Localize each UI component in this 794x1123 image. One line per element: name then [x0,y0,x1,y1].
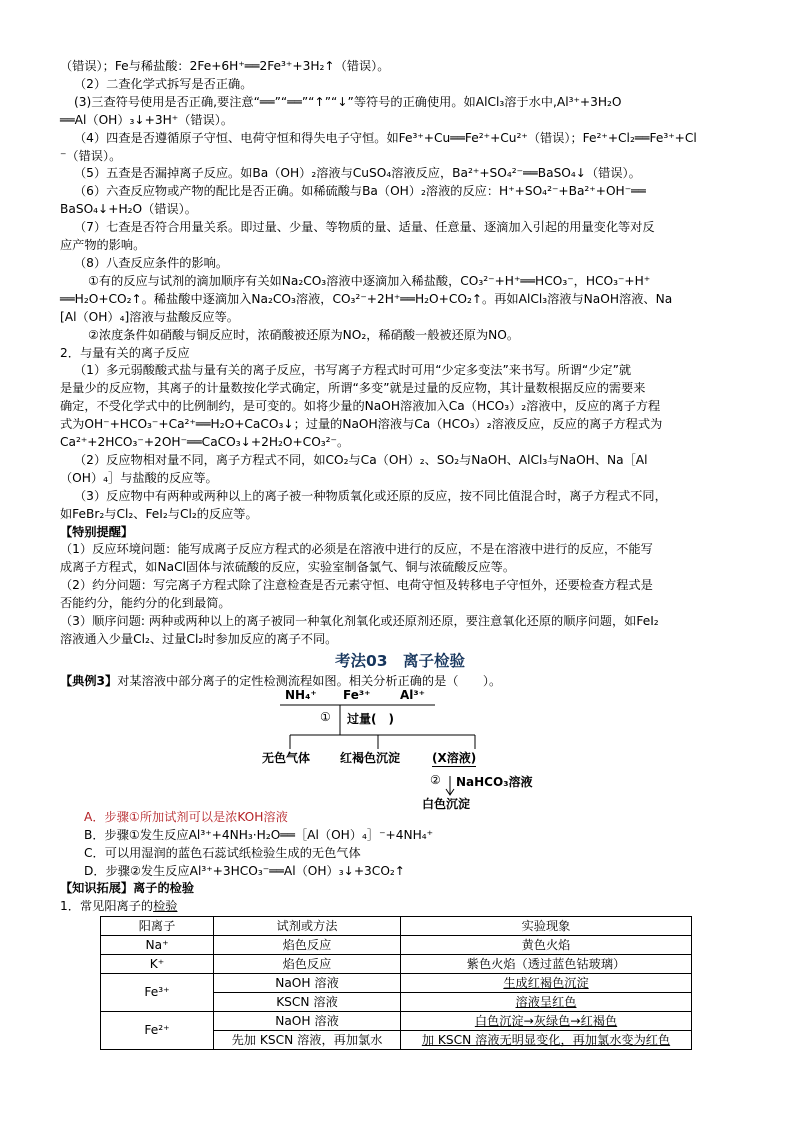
knowledge-subtitle-text: 1．常见阳离子的 [60,899,154,914]
text-line: Ca²⁺+2HCO₃⁻+2OH⁻══CaCO₃↓+2H₂O+CO₃²⁻。 [60,435,350,450]
knowledge-subtitle [60,898,740,916]
cation-test-table [100,916,692,1050]
table-cell-phenomenon: 白色沉淀→灰绿色→红褐色 [401,1012,692,1031]
table-header: 阳离子 [101,917,214,936]
diagram-step1-label: 过量( ) [347,711,394,726]
text-line: （OH）₄］与盐酸的反应等。 [60,470,218,485]
flow-diagram [260,687,590,811]
table-row [101,974,692,993]
knowledge-heading: 【知识拓展】离子的检验 [60,881,195,896]
text-line: （3）反应物中有两种或两种以上的离子被一种物质氧化或还原的反应，按不同比值混合时，离子方程式不同， [74,488,667,503]
text-line: BaSO₄↓+H₂O（错误）。 [60,202,197,217]
table-cell-ion: Fe³⁺ [101,974,214,1012]
example-question-text: 对某溶液中部分离子的定性检测流程如图。相关分析正确的是（ ）。 [117,673,502,688]
table-cell-phenomenon: 紫色火焰（透过蓝色钴玻璃） [401,955,692,974]
diagram-ion-al3: Al³⁺ [400,687,425,702]
text-line: 溶液通入少量Cl₂、过量Cl₂时参加反应的离子不同。 [60,632,338,646]
table-header-row [101,917,692,936]
knowledge-subtitle-link[interactable]: 检验 [153,899,178,914]
diagram-final: 白色沉淀 [422,796,471,811]
table-cell-reagent: 先加 KSCN 溶液，再加氯水 [214,1031,401,1050]
text-line: （1）反应环境问题：能写成离子反应方程式的必须是在溶液中进行的反应，不是在溶液中进行的反应，不能写 [60,542,653,557]
text-line: ①有的反应与试剂的滴加顺序有关如Na₂CO₃溶液中逐滴加入稀盐酸，CO₃²⁻+H⁺══HCO₃⁻，HCO₃⁻+H⁺ [88,273,651,288]
table-row [101,955,692,974]
text-line: ══Al（OH）₃↓+3H⁺（错误）。 [60,112,234,127]
text-line: ⁻（错误）。 [60,148,122,163]
option-list [60,809,740,881]
table-cell-ion: K⁺ [101,955,214,974]
text-line: 成离子方程式，如NaCl固体与浓硫酸的反应，实验室制备氯气、铜与浓硫酸反应等。 [60,560,516,575]
option-c: C．可以用湿润的蓝色石蕊试纸检验生成的无色气体 [84,845,361,860]
text-line: （4）四查是否遵循原子守恒、电荷守恒和得失电子守恒。如Fe³⁺+Cu══Fe²⁺+Cu²⁺（错误）；Fe²⁺+Cl₂══Fe³⁺+Cl [74,130,697,145]
text-line: 应产物的影响。 [60,238,146,253]
diagram-product-precipitate: 红褐色沉淀 [340,750,401,765]
table-header: 实验现象 [401,917,692,936]
text-line: （3）顺序问题: 两种或两种以上的离子被同一种氧化剂氧化或还原剂还原，要注意氧化还原的顺序问题，如FeI₂ [60,614,659,629]
document-page [60,58,740,1050]
table-cell-phenomenon: 黄色火焰 [401,936,692,955]
text-line: [Al（OH）₄]溶液与盐酸反应等。 [60,309,239,324]
section-title: 考法03 离子检验 [334,651,466,670]
table-cell-phenomenon: 加 KSCN 溶液无明显变化，再加氯水变为红色 [401,1031,692,1050]
diagram-step2: ② [430,772,441,787]
table-cell-reagent: 焰色反应 [214,936,401,955]
example-tag: 【典例3】 [60,673,118,688]
tip-heading: 【特别提醒】 [60,524,134,539]
section-heading: 2．与量有关的离子反应 [60,345,190,360]
option-a: A．步骤①所加试剂可以是浓KOH溶液 [84,809,288,824]
text-line: （2）约分问题：写完离子方程式除了注意检查是否元素守恒、电荷守恒及转移电子守恒外，还要检查方程式是 [60,578,653,593]
diagram-product-x-solution: (X溶液) [432,750,477,765]
option-b: B．步骤①发生反应Al³⁺+4NH₃·H₂O══［Al（OH）₄］⁻+4NH₄⁺ [84,827,434,842]
table-cell-phenomenon: 生成红褐色沉淀 [401,974,692,993]
text-line: 式为OH⁻+HCO₃⁻+Ca²⁺══H₂O+CaCO₃↓；过量的NaOH溶液与Ca（HCO₃）₂溶液反应，反应的离子方程式为 [60,417,663,432]
text-line: ②浓度条件如硝酸与铜反应时，浓硝酸被还原为NO₂，稀硝酸一般被还原为NO。 [88,327,520,342]
table-row [101,936,692,955]
table-cell-ion: Fe²⁺ [101,1012,214,1050]
diagram-product-gas: 无色气体 [262,750,311,765]
text-line: （2）反应物相对量不同，离子方程式不同，如CO₂与Ca（OH）₂、SO₂与NaOH、AlCl₃与NaOH、Na［Al [74,452,648,467]
text-line: （1）多元弱酸酸式盐与量有关的离子反应，书写离子方程式时可用“少定多变法”来书写。所谓“少定”就 [74,363,632,378]
text-line: （6）六查反应物或产物的配比是否正确。如稀硫酸与Ba（OH）₂溶液的反应：H⁺+SO₄²⁻+Ba²⁺+OH⁻══ [74,184,646,199]
text-line: ══H₂O+CO₂↑。稀盐酸中逐滴加入Na₂CO₃溶液，CO₃²⁻+2H⁺══H₂O+CO₂↑。再如AlCl₃溶液与NaOH溶液、Na [60,291,673,306]
diagram-ion-nh4: NH₄⁺ [285,687,317,702]
table-cell-reagent: NaOH 溶液 [214,1012,401,1031]
text-line: （错误）；Fe与稀盐酸：2Fe+6H⁺══2Fe³⁺+3H₂↑（错误）。 [60,59,390,73]
diagram-step2-label: NaHCO₃溶液 [456,774,533,789]
text-line: 确定，不受化学式中的比例制约，是可变的。如将少量的NaOH溶液加入Ca（HCO₃）₂溶液中，反应的离子方程 [60,399,661,414]
table-row [101,1012,692,1031]
diagram-ion-fe3: Fe³⁺ [343,687,371,702]
text-line: （2）二查化学式拆写是否正确。 [74,76,253,91]
table-header: 试剂或方法 [214,917,401,936]
text-line: （5）五查是否漏掉离子反应。如Ba（OH）₂溶液与CuSO₄溶液反应，Ba²⁺+SO₄²⁻══BaSO₄↓（错误）。 [74,166,641,181]
text-line: 否能约分，能约分的化到最简。 [60,596,231,611]
text-line: （7）七查是否符合用量关系。即过量、少量、等物质的量、适量、任意量、逐滴加入引起的用量变化等对反 [74,220,655,235]
table-cell-reagent: NaOH 溶液 [214,974,401,993]
table-cell-reagent: KSCN 溶液 [214,993,401,1012]
table-cell-phenomenon: 溶液呈红色 [401,993,692,1012]
table-cell-ion: Na⁺ [101,936,214,955]
text-line: （8）八查反应条件的影响。 [74,255,229,270]
text-line: 是量少的反应物，其离子的计量数按化学式确定，所谓“多变”就是过量的反应物，其计量数根据反应的需要来 [60,381,646,396]
diagram-step1: ① [320,709,331,724]
table-cell-reagent: 焰色反应 [214,955,401,974]
text-line: 如FeBr₂与Cl₂、FeI₂与Cl₂的反应等。 [60,506,258,521]
text-line: (3)三查符号使用是否正确,要注意“══”“══”“↑”“↓”等符号的正确使用。如AlCl₃溶于水中,Al³⁺+3H₂O [74,94,622,109]
option-d: D．步骤②发生反应Al³⁺+3HCO₃⁻══Al（OH）₃↓+3CO₂↑ [84,863,406,878]
